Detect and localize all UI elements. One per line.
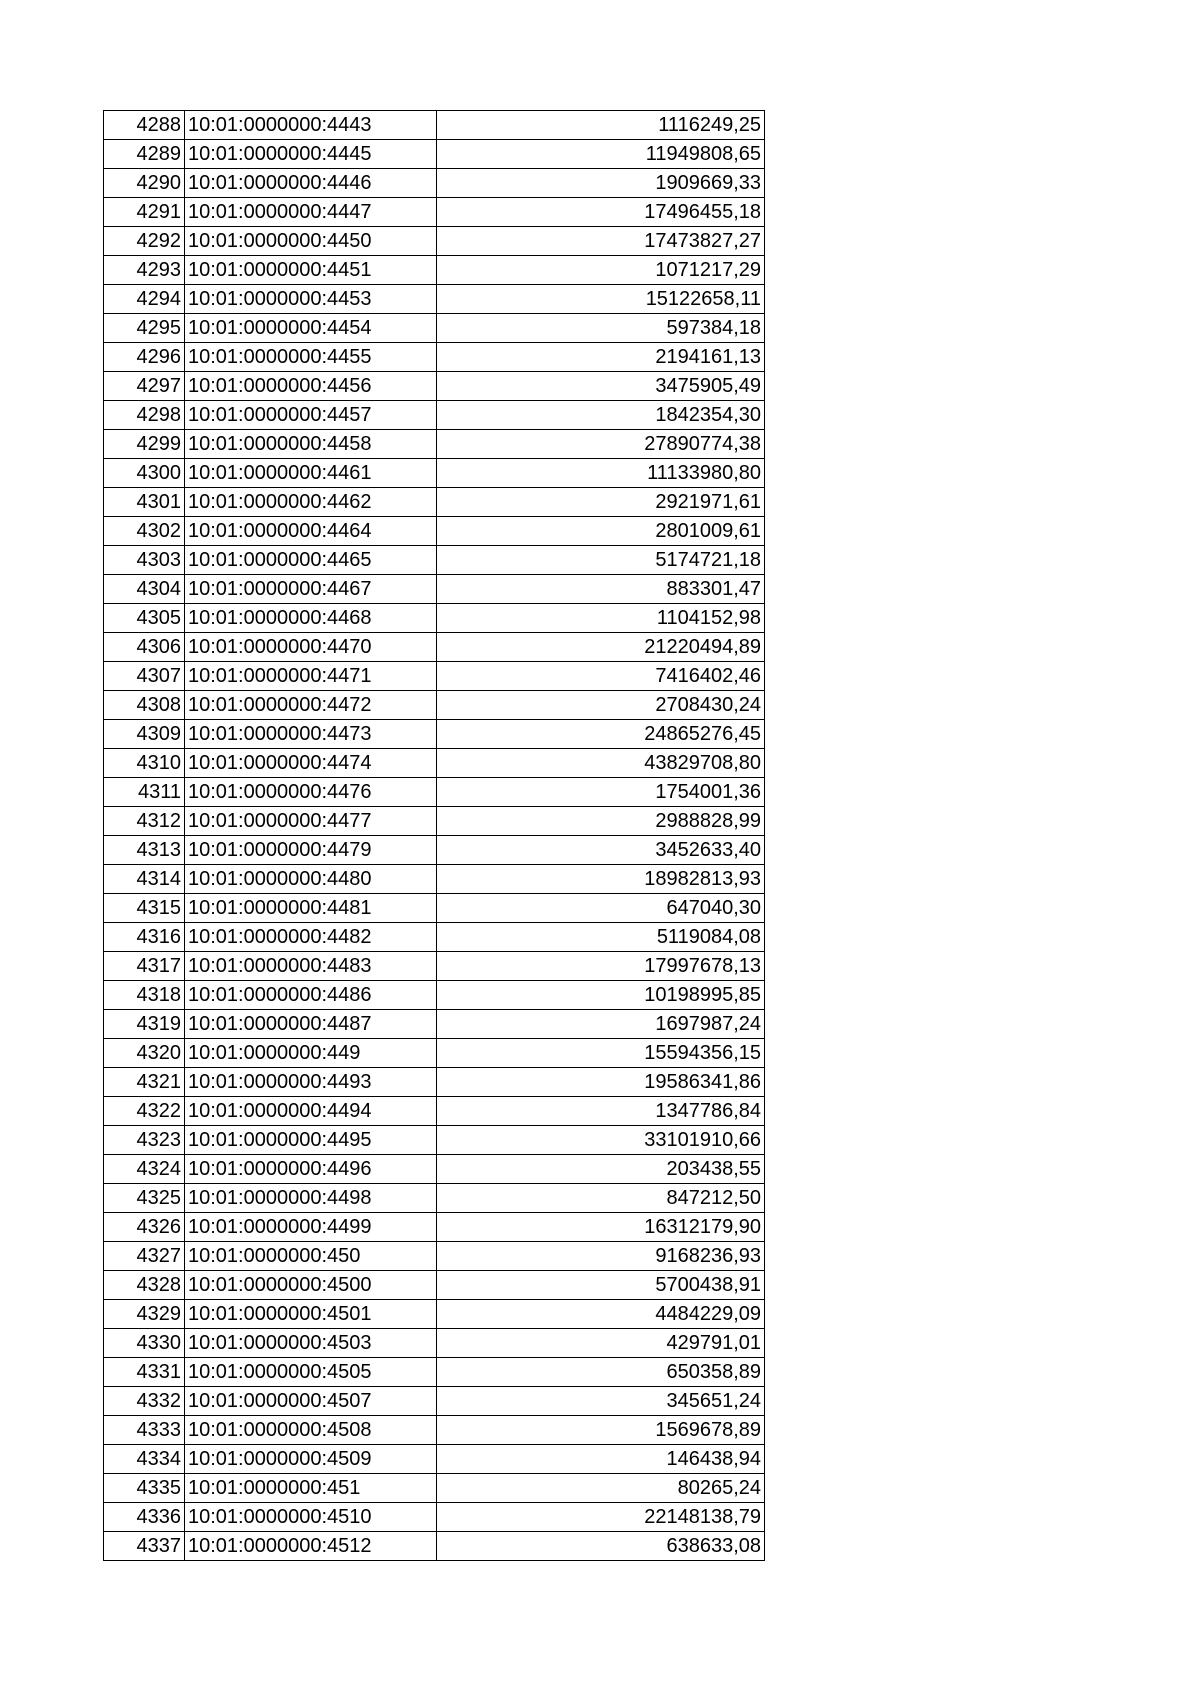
- table-row: [104, 633, 765, 662]
- table-row: [104, 517, 765, 546]
- cadastral-number-cell: 10:01:0000000:4476: [185, 778, 437, 807]
- value-cell: 5119084,08: [437, 923, 765, 952]
- value-cell: 15594356,15: [437, 1039, 765, 1068]
- cadastral-number-cell: 10:01:0000000:4474: [185, 749, 437, 778]
- value-cell: 27890774,38: [437, 430, 765, 459]
- cadastral-number-cell: 10:01:0000000:4443: [185, 111, 437, 140]
- row-number-cell: 4304: [104, 575, 185, 604]
- table-row: [104, 459, 765, 488]
- row-number-cell: 4322: [104, 1097, 185, 1126]
- row-number-cell: 4330: [104, 1329, 185, 1358]
- value-cell: 2988828,99: [437, 807, 765, 836]
- row-number-cell: 4328: [104, 1271, 185, 1300]
- table-row: [104, 923, 765, 952]
- row-number-cell: 4291: [104, 198, 185, 227]
- table-row: [104, 111, 765, 140]
- value-cell: 33101910,66: [437, 1126, 765, 1155]
- cadastral-number-cell: 10:01:0000000:4507: [185, 1387, 437, 1416]
- value-cell: 5700438,91: [437, 1271, 765, 1300]
- value-cell: 11949808,65: [437, 140, 765, 169]
- value-cell: 3475905,49: [437, 372, 765, 401]
- value-cell: 1909669,33: [437, 169, 765, 198]
- table-row: [104, 749, 765, 778]
- cadastral-number-cell: 10:01:0000000:4499: [185, 1213, 437, 1242]
- value-cell: 2921971,61: [437, 488, 765, 517]
- cadastral-number-cell: 10:01:0000000:4501: [185, 1300, 437, 1329]
- value-cell: 847212,50: [437, 1184, 765, 1213]
- row-number-cell: 4296: [104, 343, 185, 372]
- value-cell: 2194161,13: [437, 343, 765, 372]
- row-number-cell: 4321: [104, 1068, 185, 1097]
- table-row: [104, 1271, 765, 1300]
- table-row: [104, 169, 765, 198]
- table-row: [104, 720, 765, 749]
- value-cell: 1071217,29: [437, 256, 765, 285]
- cadastral-number-cell: 10:01:0000000:4450: [185, 227, 437, 256]
- table-row: [104, 1387, 765, 1416]
- value-cell: 883301,47: [437, 575, 765, 604]
- cadastral-number-cell: 10:01:0000000:4456: [185, 372, 437, 401]
- table-row: [104, 1242, 765, 1271]
- row-number-cell: 4307: [104, 662, 185, 691]
- data-table: [103, 110, 765, 1561]
- cadastral-number-cell: 10:01:0000000:4461: [185, 459, 437, 488]
- table-row: [104, 198, 765, 227]
- cadastral-number-cell: 10:01:0000000:4445: [185, 140, 437, 169]
- row-number-cell: 4299: [104, 430, 185, 459]
- row-number-cell: 4317: [104, 952, 185, 981]
- table-row: [104, 1503, 765, 1532]
- row-number-cell: 4306: [104, 633, 185, 662]
- cadastral-number-cell: 10:01:0000000:4472: [185, 691, 437, 720]
- cadastral-number-cell: 10:01:0000000:4494: [185, 1097, 437, 1126]
- cadastral-number-cell: 10:01:0000000:4493: [185, 1068, 437, 1097]
- row-number-cell: 4289: [104, 140, 185, 169]
- cadastral-number-cell: 10:01:0000000:4512: [185, 1532, 437, 1561]
- value-cell: 146438,94: [437, 1445, 765, 1474]
- table-row: [104, 952, 765, 981]
- value-cell: 1104152,98: [437, 604, 765, 633]
- table-row: [104, 981, 765, 1010]
- row-number-cell: 4313: [104, 836, 185, 865]
- table-row: [104, 807, 765, 836]
- row-number-cell: 4308: [104, 691, 185, 720]
- value-cell: 17997678,13: [437, 952, 765, 981]
- row-number-cell: 4318: [104, 981, 185, 1010]
- table-row: [104, 256, 765, 285]
- row-number-cell: 4320: [104, 1039, 185, 1068]
- cadastral-number-cell: 10:01:0000000:4453: [185, 285, 437, 314]
- row-number-cell: 4293: [104, 256, 185, 285]
- value-cell: 17473827,27: [437, 227, 765, 256]
- table-row: [104, 285, 765, 314]
- cadastral-number-cell: 10:01:0000000:4482: [185, 923, 437, 952]
- cadastral-number-cell: 10:01:0000000:4464: [185, 517, 437, 546]
- value-cell: 10198995,85: [437, 981, 765, 1010]
- table-row: [104, 836, 765, 865]
- table-row: [104, 1532, 765, 1561]
- cadastral-number-cell: 10:01:0000000:4454: [185, 314, 437, 343]
- value-cell: 1697987,24: [437, 1010, 765, 1039]
- row-number-cell: 4292: [104, 227, 185, 256]
- cadastral-number-cell: 10:01:0000000:4468: [185, 604, 437, 633]
- row-number-cell: 4326: [104, 1213, 185, 1242]
- cadastral-number-cell: 10:01:0000000:4479: [185, 836, 437, 865]
- table-row: [104, 1358, 765, 1387]
- row-number-cell: 4324: [104, 1155, 185, 1184]
- row-number-cell: 4288: [104, 111, 185, 140]
- row-number-cell: 4336: [104, 1503, 185, 1532]
- table-row: [104, 1155, 765, 1184]
- cadastral-number-cell: 10:01:0000000:4496: [185, 1155, 437, 1184]
- row-number-cell: 4315: [104, 894, 185, 923]
- table-row: [104, 372, 765, 401]
- cadastral-number-cell: 10:01:0000000:449: [185, 1039, 437, 1068]
- row-number-cell: 4297: [104, 372, 185, 401]
- row-number-cell: 4302: [104, 517, 185, 546]
- row-number-cell: 4290: [104, 169, 185, 198]
- value-cell: 16312179,90: [437, 1213, 765, 1242]
- value-cell: 80265,24: [437, 1474, 765, 1503]
- table-row: [104, 140, 765, 169]
- row-number-cell: 4294: [104, 285, 185, 314]
- row-number-cell: 4295: [104, 314, 185, 343]
- row-number-cell: 4334: [104, 1445, 185, 1474]
- cadastral-number-cell: 10:01:0000000:4481: [185, 894, 437, 923]
- value-cell: 43829708,80: [437, 749, 765, 778]
- table-row: [104, 865, 765, 894]
- table-row: [104, 778, 765, 807]
- cadastral-number-cell: 10:01:0000000:4467: [185, 575, 437, 604]
- row-number-cell: 4312: [104, 807, 185, 836]
- value-cell: 5174721,18: [437, 546, 765, 575]
- value-cell: 4484229,09: [437, 1300, 765, 1329]
- value-cell: 1347786,84: [437, 1097, 765, 1126]
- cadastral-number-cell: 10:01:0000000:450: [185, 1242, 437, 1271]
- table-row: [104, 1300, 765, 1329]
- cadastral-number-cell: 10:01:0000000:4500: [185, 1271, 437, 1300]
- value-cell: 15122658,11: [437, 285, 765, 314]
- row-number-cell: 4323: [104, 1126, 185, 1155]
- value-cell: 2801009,61: [437, 517, 765, 546]
- table-row: [104, 343, 765, 372]
- row-number-cell: 4298: [104, 401, 185, 430]
- table-row: [104, 1329, 765, 1358]
- value-cell: 22148138,79: [437, 1503, 765, 1532]
- table-row: [104, 894, 765, 923]
- table-row: [104, 430, 765, 459]
- cadastral-number-cell: 10:01:0000000:4447: [185, 198, 437, 227]
- cadastral-number-cell: 10:01:0000000:4470: [185, 633, 437, 662]
- value-cell: 597384,18: [437, 314, 765, 343]
- value-cell: 429791,01: [437, 1329, 765, 1358]
- cadastral-number-cell: 10:01:0000000:4465: [185, 546, 437, 575]
- cadastral-number-cell: 10:01:0000000:4487: [185, 1010, 437, 1039]
- table-row: [104, 1010, 765, 1039]
- cadastral-number-cell: 10:01:0000000:4455: [185, 343, 437, 372]
- cadastral-number-cell: 10:01:0000000:4510: [185, 1503, 437, 1532]
- cadastral-number-cell: 10:01:0000000:4462: [185, 488, 437, 517]
- value-cell: 2708430,24: [437, 691, 765, 720]
- table-row: [104, 1097, 765, 1126]
- table-row: [104, 691, 765, 720]
- row-number-cell: 4300: [104, 459, 185, 488]
- table-row: [104, 662, 765, 691]
- table-row: [104, 1213, 765, 1242]
- cadastral-number-cell: 10:01:0000000:4505: [185, 1358, 437, 1387]
- table-row: [104, 1068, 765, 1097]
- cadastral-number-cell: 10:01:0000000:4471: [185, 662, 437, 691]
- row-number-cell: 4333: [104, 1416, 185, 1445]
- row-number-cell: 4327: [104, 1242, 185, 1271]
- table-body: [104, 111, 765, 1561]
- value-cell: 638633,08: [437, 1532, 765, 1561]
- row-number-cell: 4309: [104, 720, 185, 749]
- table-row: [104, 227, 765, 256]
- row-number-cell: 4303: [104, 546, 185, 575]
- value-cell: 203438,55: [437, 1155, 765, 1184]
- value-cell: 19586341,86: [437, 1068, 765, 1097]
- value-cell: 24865276,45: [437, 720, 765, 749]
- row-number-cell: 4337: [104, 1532, 185, 1561]
- value-cell: 17496455,18: [437, 198, 765, 227]
- value-cell: 21220494,89: [437, 633, 765, 662]
- cadastral-number-cell: 10:01:0000000:4477: [185, 807, 437, 836]
- table-row: [104, 1445, 765, 1474]
- table-row: [104, 314, 765, 343]
- table-row: [104, 575, 765, 604]
- table-row: [104, 1184, 765, 1213]
- row-number-cell: 4305: [104, 604, 185, 633]
- table-row: [104, 488, 765, 517]
- row-number-cell: 4325: [104, 1184, 185, 1213]
- table-row: [104, 1126, 765, 1155]
- value-cell: 1754001,36: [437, 778, 765, 807]
- row-number-cell: 4301: [104, 488, 185, 517]
- cadastral-number-cell: 10:01:0000000:4446: [185, 169, 437, 198]
- value-cell: 1569678,89: [437, 1416, 765, 1445]
- row-number-cell: 4329: [104, 1300, 185, 1329]
- row-number-cell: 4319: [104, 1010, 185, 1039]
- row-number-cell: 4332: [104, 1387, 185, 1416]
- table-row: [104, 546, 765, 575]
- row-number-cell: 4335: [104, 1474, 185, 1503]
- row-number-cell: 4311: [104, 778, 185, 807]
- value-cell: 18982813,93: [437, 865, 765, 894]
- cadastral-number-cell: 10:01:0000000:451: [185, 1474, 437, 1503]
- row-number-cell: 4314: [104, 865, 185, 894]
- cadastral-number-cell: 10:01:0000000:4498: [185, 1184, 437, 1213]
- table-row: [104, 604, 765, 633]
- cadastral-number-cell: 10:01:0000000:4486: [185, 981, 437, 1010]
- table-row: [104, 401, 765, 430]
- cadastral-number-cell: 10:01:0000000:4457: [185, 401, 437, 430]
- table-row: [104, 1039, 765, 1068]
- cadastral-number-cell: 10:01:0000000:4480: [185, 865, 437, 894]
- value-cell: 647040,30: [437, 894, 765, 923]
- cadastral-number-cell: 10:01:0000000:4495: [185, 1126, 437, 1155]
- row-number-cell: 4316: [104, 923, 185, 952]
- value-cell: 9168236,93: [437, 1242, 765, 1271]
- value-cell: 11133980,80: [437, 459, 765, 488]
- value-cell: 345651,24: [437, 1387, 765, 1416]
- table-row: [104, 1474, 765, 1503]
- cadastral-number-cell: 10:01:0000000:4503: [185, 1329, 437, 1358]
- cadastral-number-cell: 10:01:0000000:4483: [185, 952, 437, 981]
- cadastral-number-cell: 10:01:0000000:4509: [185, 1445, 437, 1474]
- cadastral-number-cell: 10:01:0000000:4508: [185, 1416, 437, 1445]
- cadastral-number-cell: 10:01:0000000:4473: [185, 720, 437, 749]
- value-cell: 1116249,25: [437, 111, 765, 140]
- row-number-cell: 4310: [104, 749, 185, 778]
- value-cell: 650358,89: [437, 1358, 765, 1387]
- value-cell: 3452633,40: [437, 836, 765, 865]
- table-row: [104, 1416, 765, 1445]
- row-number-cell: 4331: [104, 1358, 185, 1387]
- value-cell: 7416402,46: [437, 662, 765, 691]
- value-cell: 1842354,30: [437, 401, 765, 430]
- cadastral-number-cell: 10:01:0000000:4451: [185, 256, 437, 285]
- cadastral-number-cell: 10:01:0000000:4458: [185, 430, 437, 459]
